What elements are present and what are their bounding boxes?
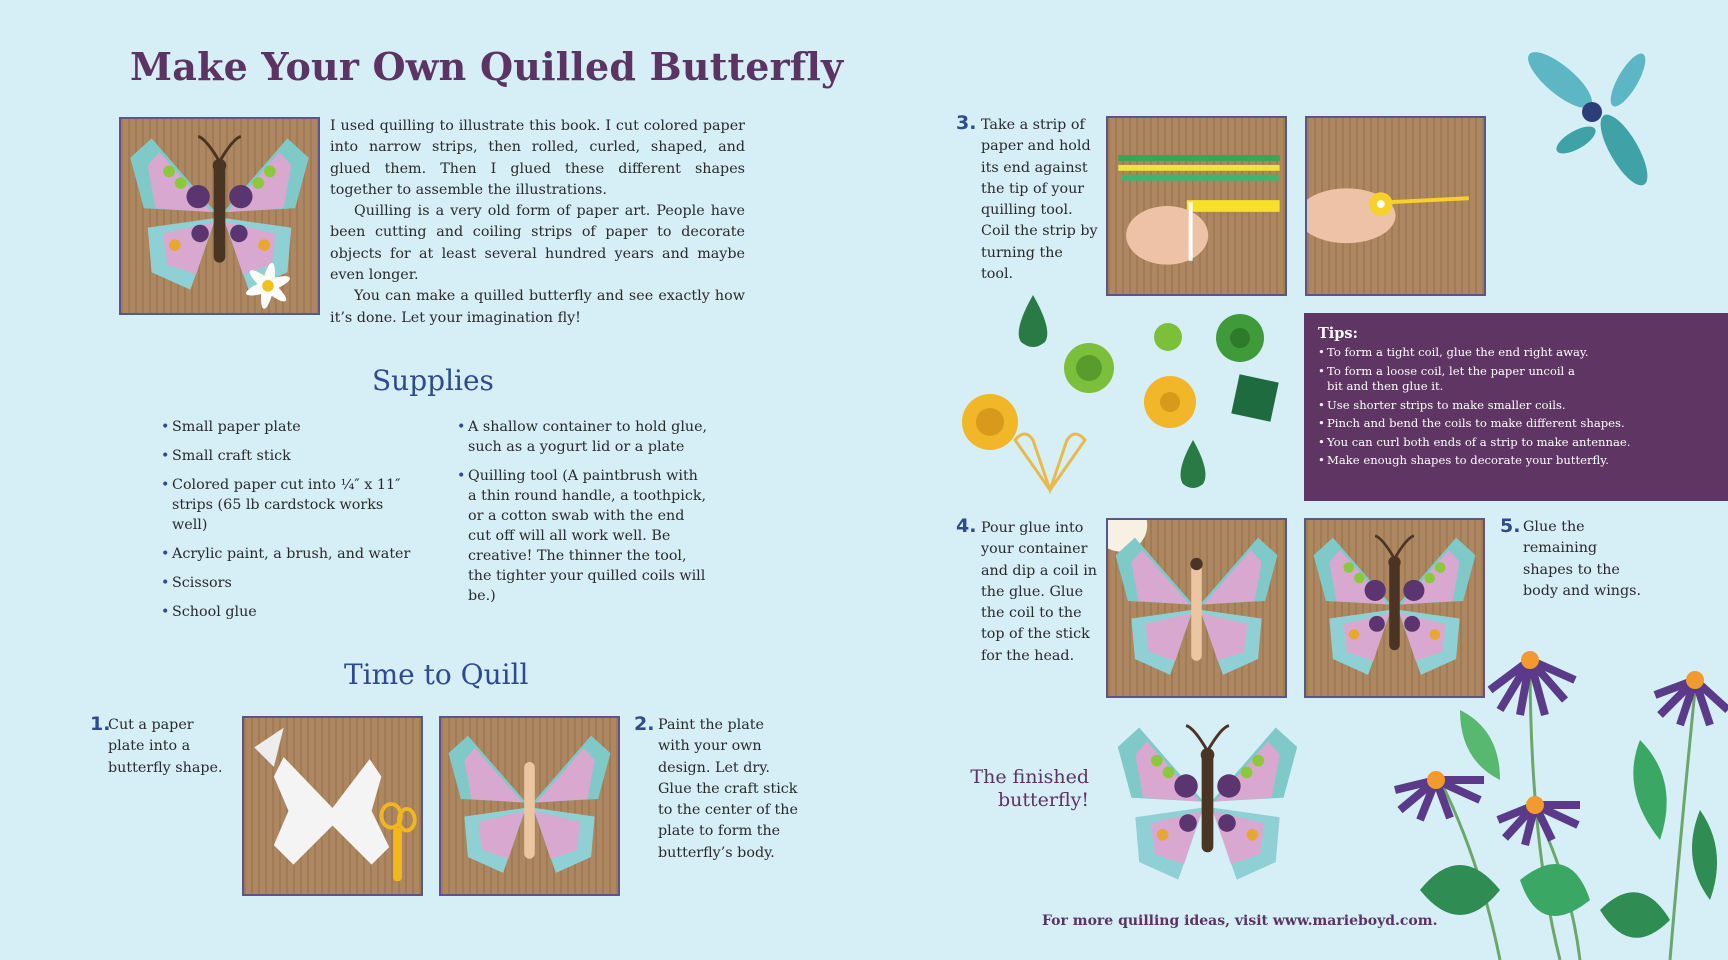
step-4-photo [1106, 518, 1287, 698]
loose-green-coil-icon [1216, 314, 1264, 362]
quilled-shapes-illustration [955, 290, 1295, 500]
supply-item: • Small craft stick [161, 446, 421, 466]
tip-item: • Use shorter strips to make smaller coils. [1318, 398, 1716, 414]
green-coil-icon [1064, 343, 1114, 393]
supply-item: • Quilling tool (A paintbrush with a thin round handle, a toothpick, or a cotton swab with the end cut off will all work well. Be creative! The thinner the tool, the tighter your quilled coils will be.) [457, 466, 709, 606]
time-to-quill-heading: Time to Quill [344, 658, 529, 691]
step-2-photo [439, 716, 620, 896]
supplies-list-left [161, 417, 421, 631]
intro-paragraph-2: Quilling is a very old form of paper art. People have been cutting and coiling strips of paper to decorate objects for at least several hundred years and maybe even longer. [330, 203, 745, 284]
finished-caption: The finished butterfly! [970, 766, 1089, 811]
footer-website-note: For more quilling ideas, visit www.marieboyd.com. [1042, 913, 1438, 929]
step-3-text: Take a strip of paper and hold its end against the tip of your quilling tool. Coil the strip by turning the tool. [981, 117, 1098, 283]
paper-strips-illustration [1108, 118, 1285, 294]
finished-butterfly-illustration [1100, 708, 1315, 903]
step-5-number: 5. [1500, 515, 1521, 537]
step-1-number: 1. [90, 713, 111, 735]
tip-item: • Pinch and bend the coils to make different shapes. [1318, 416, 1716, 432]
page-title: Make Your Own Quilled Butterfly [130, 44, 844, 89]
supply-item: • A shallow container to hold glue, such as a yogurt lid or a plate [457, 417, 709, 457]
step-1-photo [242, 716, 423, 896]
intro-butterfly-photo [119, 117, 320, 315]
supplies-heading: Supplies [372, 364, 494, 397]
supply-item: • Small paper plate [161, 417, 421, 437]
loose-yellow-coil-icon [1144, 376, 1196, 428]
tip-item: • You can curl both ends of a strip to make antennae. [1318, 435, 1716, 451]
step-2-number: 2. [634, 713, 655, 735]
dragonfly-icon [1520, 40, 1670, 200]
intro-paragraph-3: You can make a quilled butterfly and see exactly how it’s done. Let your imagination fly! [330, 288, 745, 326]
flower-icon [1490, 651, 1575, 715]
yellow-coil-icon [962, 394, 1018, 450]
tips-heading: Tips: [1318, 325, 1358, 342]
step-2-text: Paint the plate with your own design. Let dry. Glue the craft stick to the center of the plate to form the butterfly’s body. [658, 717, 798, 861]
step-1-text: Cut a paper plate into a butterfly shape. [108, 717, 223, 776]
flower-icon [1395, 771, 1484, 820]
intro-paragraph-1: I used quilling to illustrate this book. I cut colored paper into narrow strips, then rolled, curled, shaped, and glued them. Then I glued these different shapes together to assemble the illustrations. [330, 118, 745, 198]
coil-on-finger-illustration [1307, 118, 1484, 294]
tip-item: • To form a loose coil, let the paper uncoil a bit and then glue it. [1318, 364, 1591, 395]
painted-plate-illustration [441, 718, 618, 894]
paper-plate-cutout-illustration [244, 718, 421, 894]
small-green-coil-icon [1154, 323, 1182, 351]
supply-item: • Colored paper cut into ¼″ x 11″ strips (65 lb cardstock works well) [161, 475, 421, 535]
step-3-photo-strips [1106, 116, 1287, 296]
teardrop-coil-icon [1019, 295, 1048, 347]
step-5-text: Glue the remaining shapes to the body and wings. [1523, 519, 1642, 599]
tip-item: • To form a tight coil, glue the end right away. [1318, 345, 1716, 361]
small-teardrop-coil-icon [1181, 440, 1206, 488]
step-3-number: 3. [956, 112, 977, 134]
step-3-photo-coil [1305, 116, 1486, 296]
heart-coil-icon [1015, 434, 1085, 490]
glued-head-illustration [1108, 520, 1285, 696]
supply-item: • Acrylic paint, a brush, and water [161, 544, 421, 564]
square-coil-icon [1231, 374, 1278, 421]
step-4-number: 4. [956, 515, 977, 537]
supply-item: • Scissors [161, 573, 421, 593]
quilled-flowers-illustration [1380, 640, 1728, 960]
step-4-text: Pour glue into your container and dip a coil in the glue. Glue the coil to the top of the stick for the head. [981, 520, 1098, 664]
tip-item: • Make enough shapes to decorate your butterfly. [1318, 453, 1716, 469]
supplies-list-right [457, 417, 709, 615]
intro-text [330, 116, 745, 329]
tips-box [1304, 313, 1728, 501]
finished-butterfly-illustration [121, 119, 318, 313]
supply-item: • School glue [161, 602, 421, 622]
